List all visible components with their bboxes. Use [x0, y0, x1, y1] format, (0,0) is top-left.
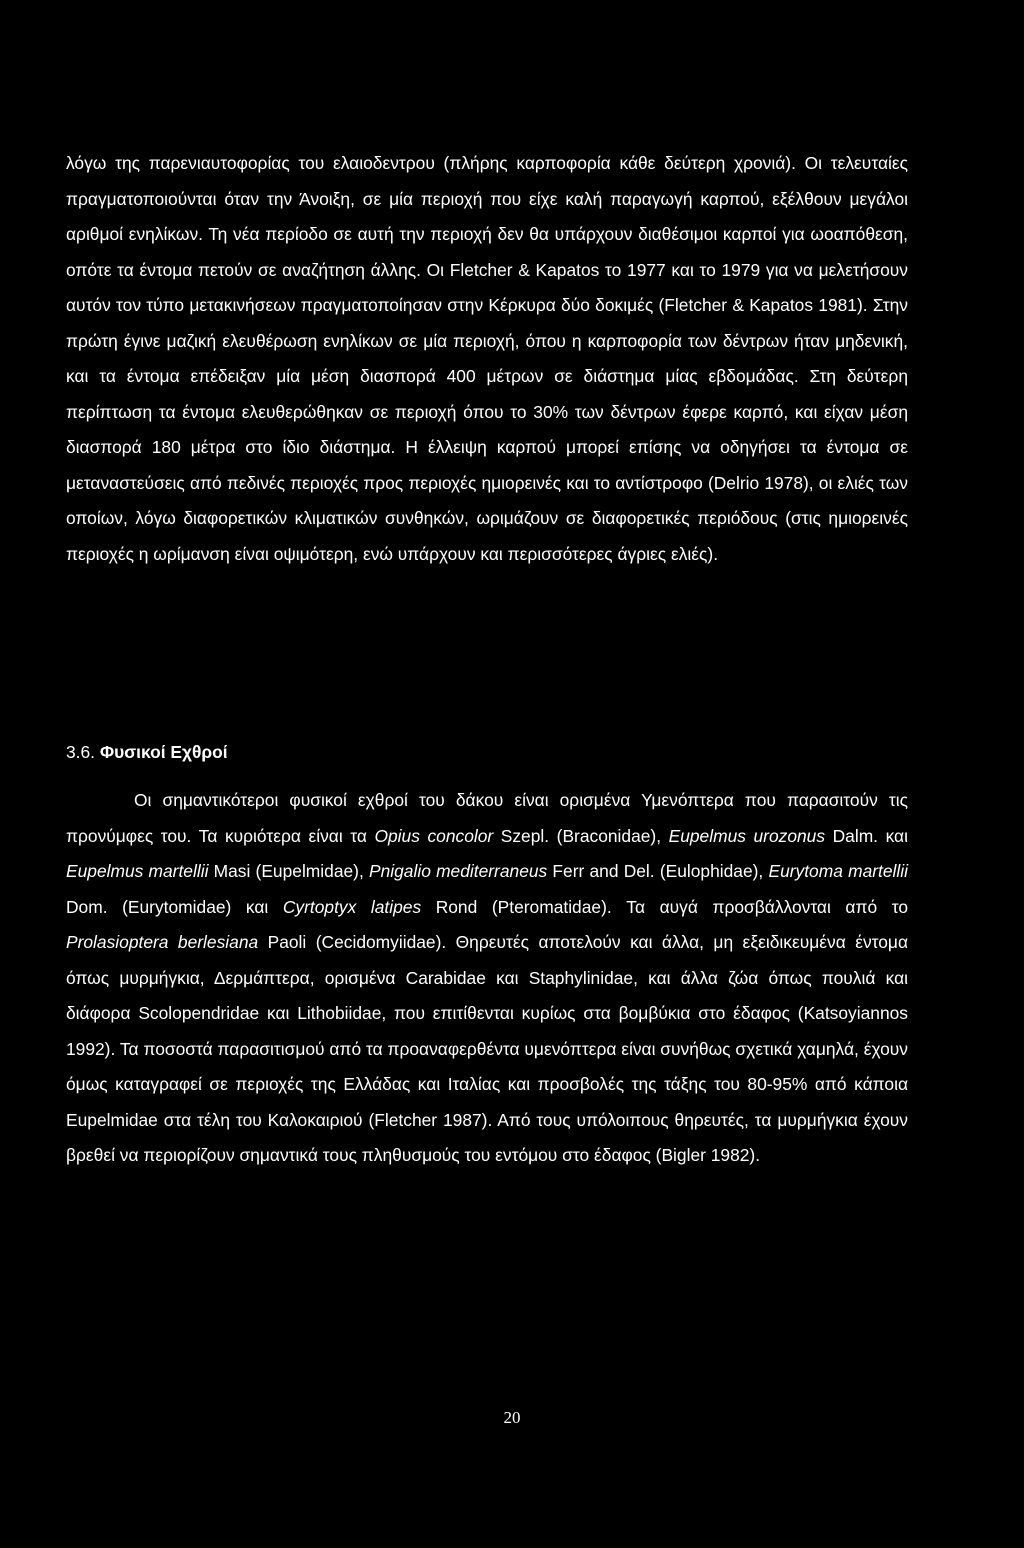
text-run: Masi (Eupelmidae),	[208, 861, 369, 881]
text-run: Rond (Pteromatidae). Τα αυγά προσβάλλονται από το	[421, 896, 909, 917]
text-run: Dom. (Eurytomidae) και	[66, 896, 283, 917]
text-run: Ferr and Del. (Eulophidae),	[547, 861, 769, 881]
text-run: Dalm. και	[825, 825, 908, 846]
page-number: 20	[503, 1408, 521, 1427]
text-run: Paoli (Cecidomyiidae). Θηρευτές αποτελούν και άλλα, μη εξειδικευμένα έντομα όπως μυρμήγκια, Δερμάπτερα, ορισμένα Carabidae και Staphylinidae, και άλλα ζώα όπως πουλιά και διάφορα Scolopendridae και Lithobiidae, που επιτίθενται κυρίως στα βομβύκια στο έδαφος (Katsoyiannos 1992). Τα ποσοστά παρασιτισμού από τα προαναφερθέντα υμενόπτερα είναι συνήθως σχετικά χαμηλά, έχουν όμως καταγραφεί σε περιοχές της Ελλάδας και Ιταλίας και προσβολές της τάξης του 80-95% από κάποια Eupelmidae στα τέλη του Καλοκαιριού (Fletcher 1987). Από τους υπόλοιπους θηρευτές, τα μυρμήγκια έχουν βρεθεί να περιορίζουν σημαντικά τους πληθυσμούς του εντόμου στο έδαφος (Bigler 1982).	[66, 932, 909, 1165]
species-name: Eurytoma martellii	[768, 861, 908, 881]
section-title: Φυσικοί Εχθροί	[99, 742, 228, 762]
text-run: Szepl. (Braconidae),	[493, 825, 669, 846]
species-name: Prolasioptera berlesiana	[66, 932, 259, 952]
paragraph-natural-enemies	[66, 783, 908, 1174]
species-name: Eupelmus martellii	[66, 861, 209, 881]
species-name: Pnigalio mediterraneus	[369, 861, 548, 881]
section-number: 3.6.	[66, 742, 96, 762]
paragraph-dispersal: λόγω της παρενιαυτοφορίας του ελαιοδεντρου (πλήρης καρποφορία κάθε δεύτερη χρονιά). Οι τελευταίες πραγματοποιούνται όταν την Άνοιξη, σε μία περιοχή που είχε καλή παραγωγή καρπού, εξέλθουν μεγάλοι αριθμοί ενηλίκων. Τη νέα περίοδο σε αυτή την περιοχή δεν θα υπάρχουν διαθέσιμοι καρποί για ωοαπόθεση, οπότε τα έντομα πετούν σε αναζήτηση άλλης. Οι Fletcher & Kapatos το 1977 και το 1979 για να μελετήσουν αυτόν τον τύπο μετακινήσεων πραγματοποίησαν στην Κέρκυρα δύο δοκιμές (Fletcher & Kapatos 1981). Στην πρώτη έγινε μαζική ελευθέρωση ενηλίκων σε μία περιοχή, όπου η καρποφορία των δέντρων ήταν μηδενική, και τα έντομα επέδειξαν μία μέση διασπορά 400 μέτρων σε διάστημα μίας εβδομάδας. Στη δεύτερη περίπτωση τα έντομα ελευθερώθηκαν σε περιοχή όπου το 30% των δέντρων έφερε καρπό, και είχαν μέση διασπορά 180 μέτρα στο ίδιο διάστημα. Η έλλειψη καρπού μπορεί επίσης να οδηγήσει τα έντομα σε μεταναστεύσεις από πεδινές περιοχές προς περιοχές ημιορεινές και το αντίστροφο (Delrio 1978), οι ελιές των οποίων, λόγω διαφορετικών κλιματικών συνθηκών, ωριμάζουν σε διαφορετικές περιόδους (στις ημιορεινές περιοχές η ωρίμανση είναι οψιμότερη, ενώ υπάρχουν και περισσότερες άγριες ελιές).	[66, 153, 908, 564]
section-heading	[66, 735, 228, 771]
species-name: Eupelmus urozonus	[668, 825, 826, 846]
text-run: Οι σημαντικότεροι φυσικοί εχθροί του δάκου είναι ορισμένα Υμενόπτερα που παρασιτούν τις προνύμφες του. Τα κυριότερα είναι τα	[66, 790, 908, 846]
species-name: Cyrtoptyx latipes	[282, 896, 422, 917]
species-name: Opius concolor	[374, 825, 494, 846]
